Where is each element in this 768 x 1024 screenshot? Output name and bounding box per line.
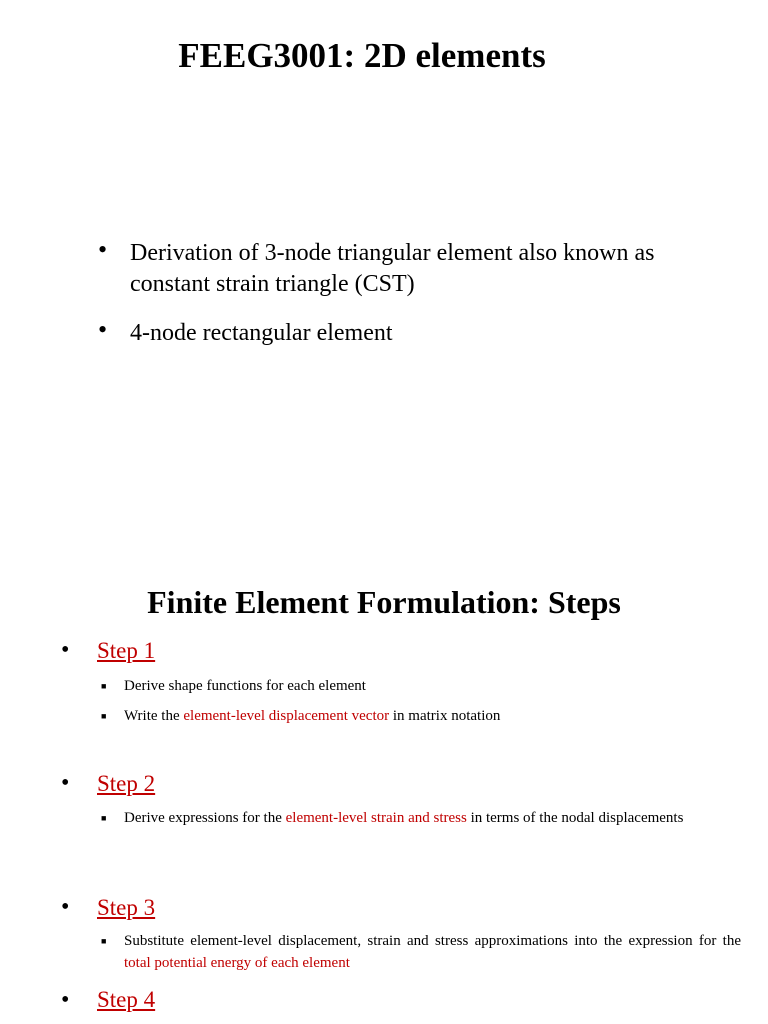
bullet-cst — [98, 235, 690, 300]
highlight-text: element-level strain and stress — [285, 810, 467, 826]
bullet-dot-icon: • — [98, 235, 108, 264]
step-2-item-1: ■ Derive expressions for the element-level strain and stress in terms of the nodal displacements — [124, 807, 741, 829]
square-bullet-icon: ■ — [101, 813, 107, 823]
square-bullet-icon: ■ — [101, 711, 107, 721]
bullet-rect — [98, 315, 690, 349]
step-1-link[interactable]: Step 1 — [97, 638, 156, 663]
slide-1-title: FEEG3001: 2D elements — [178, 36, 546, 75]
slide-2 — [0, 560, 768, 1024]
square-bullet-icon: ■ — [101, 936, 107, 946]
bullet-text: 4-node rectangular element — [130, 320, 393, 346]
highlight-text: total potential energy of each element — [124, 955, 350, 971]
bullet-dot-icon: • — [61, 637, 70, 663]
square-bullet-icon: ■ — [101, 681, 107, 691]
bullet-dot-icon: • — [61, 770, 70, 796]
highlight-text: element-level displacement vector — [183, 708, 390, 724]
bullet-dot-icon: • — [61, 894, 70, 920]
slide-2-title: Finite Element Formulation: Steps — [147, 584, 621, 620]
step-3-item-1: ■ Substitute element-level displacement, strain and stress approximations into the expression for the total potential energy of each element — [124, 930, 741, 974]
step-2-link[interactable]: Step 2 — [97, 771, 156, 796]
bullet-text: Derivation of 3-node triangular element also known as constant strain triangle (CST) — [130, 240, 655, 297]
step-1-item-2: ■ Write the element-level displacement vector in matrix notation — [124, 705, 741, 727]
step-3-link[interactable]: Step 3 — [97, 895, 156, 920]
bullet-dot-icon: • — [98, 315, 108, 344]
bullet-dot-icon: • — [61, 987, 70, 1013]
step-4-link[interactable]: Step 4 — [97, 987, 156, 1012]
step-1-item-1: ■ Derive shape functions for each element — [124, 675, 741, 697]
